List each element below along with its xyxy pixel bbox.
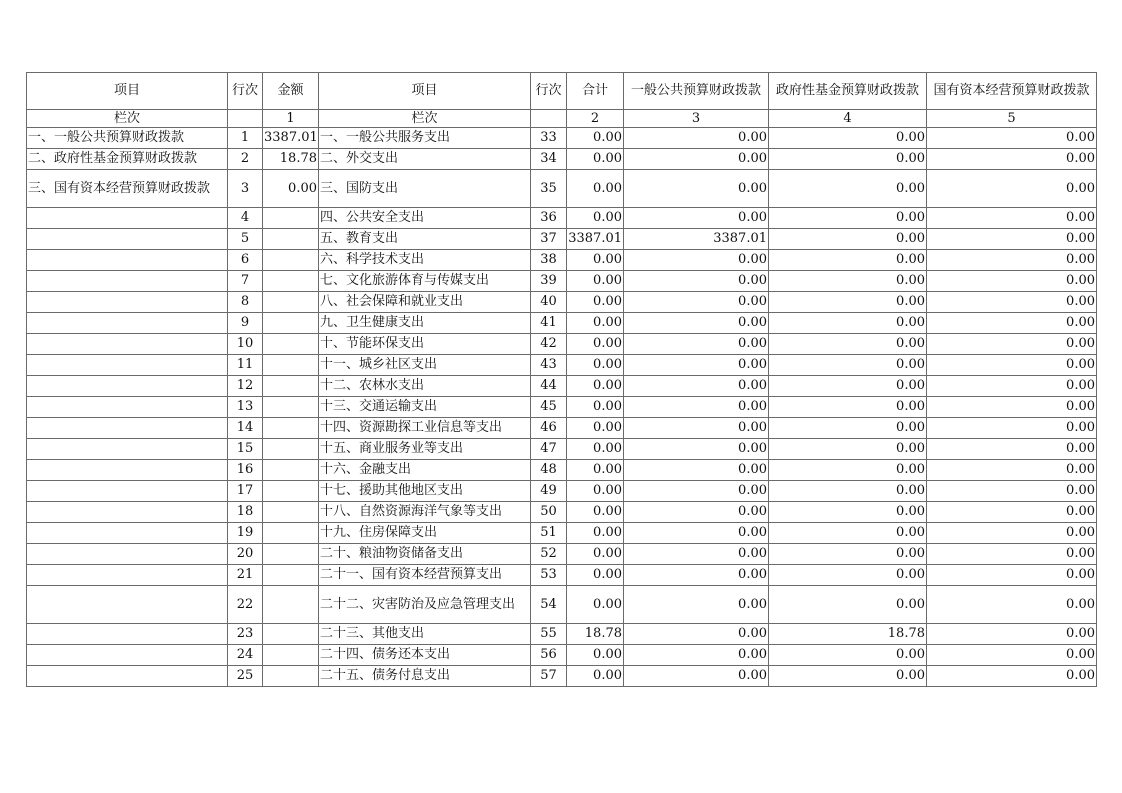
expense-item-cell: 三、国防支出 — [319, 170, 531, 208]
row-number-right-cell: 39 — [531, 271, 567, 292]
amount-cell — [263, 334, 319, 355]
amount-cell — [263, 229, 319, 250]
income-item-cell — [27, 334, 228, 355]
state-capital-cell: 0.00 — [927, 149, 1097, 170]
table-row — [27, 645, 1097, 666]
total-cell: 0.00 — [567, 565, 624, 586]
table-row — [27, 208, 1097, 229]
row-number-left-cell: 12 — [228, 376, 263, 397]
row-number-left-cell: 24 — [228, 645, 263, 666]
general-budget-cell: 0.00 — [624, 544, 769, 565]
general-budget-cell: 0.00 — [624, 271, 769, 292]
fund-budget-cell: 0.00 — [769, 481, 927, 502]
expense-item-cell: 十二、农林水支出 — [319, 376, 531, 397]
general-budget-cell: 0.00 — [624, 502, 769, 523]
fund-budget-cell: 0.00 — [769, 523, 927, 544]
expense-item-cell: 八、社会保障和就业支出 — [319, 292, 531, 313]
expense-item-cell: 十五、商业服务业等支出 — [319, 439, 531, 460]
general-budget-cell: 0.00 — [624, 666, 769, 687]
income-item-cell — [27, 645, 228, 666]
table-row — [27, 666, 1097, 687]
column-index-total: 2 — [567, 110, 624, 128]
header-amount: 金额 — [263, 73, 319, 110]
general-budget-cell: 0.00 — [624, 397, 769, 418]
amount-cell — [263, 645, 319, 666]
income-item-cell — [27, 481, 228, 502]
state-capital-cell: 0.00 — [927, 523, 1097, 544]
row-number-right-cell: 35 — [531, 170, 567, 208]
total-cell: 0.00 — [567, 523, 624, 544]
amount-cell — [263, 313, 319, 334]
general-budget-cell: 0.00 — [624, 376, 769, 397]
income-item-cell — [27, 565, 228, 586]
amount-cell — [263, 624, 319, 645]
income-item-cell — [27, 208, 228, 229]
expense-item-cell: 二十、粮油物资储备支出 — [319, 544, 531, 565]
general-budget-cell: 0.00 — [624, 523, 769, 544]
fund-budget-cell: 0.00 — [769, 229, 927, 250]
row-number-left-cell: 20 — [228, 544, 263, 565]
amount-cell: 3387.01 — [263, 128, 319, 149]
column-index-label-left: 栏次 — [27, 110, 228, 128]
total-cell: 18.78 — [567, 624, 624, 645]
state-capital-cell: 0.00 — [927, 565, 1097, 586]
column-index-label-right: 栏次 — [319, 110, 531, 128]
row-number-right-cell: 42 — [531, 334, 567, 355]
row-number-right-cell: 44 — [531, 376, 567, 397]
row-number-left-cell: 17 — [228, 481, 263, 502]
state-capital-cell: 0.00 — [927, 376, 1097, 397]
row-number-right-cell: 49 — [531, 481, 567, 502]
income-item-cell — [27, 229, 228, 250]
income-item-cell — [27, 355, 228, 376]
amount-cell — [263, 418, 319, 439]
column-index-state: 5 — [927, 110, 1097, 128]
column-index-fund: 4 — [769, 110, 927, 128]
income-item-cell — [27, 292, 228, 313]
total-cell: 0.00 — [567, 645, 624, 666]
row-number-right-cell: 57 — [531, 666, 567, 687]
table-row — [27, 313, 1097, 334]
column-index-general: 3 — [624, 110, 769, 128]
row-number-left-cell: 4 — [228, 208, 263, 229]
general-budget-cell: 0.00 — [624, 292, 769, 313]
row-number-right-cell: 38 — [531, 250, 567, 271]
state-capital-cell: 0.00 — [927, 586, 1097, 624]
fund-budget-cell: 0.00 — [769, 645, 927, 666]
state-capital-cell: 0.00 — [927, 292, 1097, 313]
fund-budget-cell: 0.00 — [769, 313, 927, 334]
row-number-left-cell: 15 — [228, 439, 263, 460]
income-item-cell — [27, 418, 228, 439]
table-row — [27, 250, 1097, 271]
income-item-cell — [27, 523, 228, 544]
total-cell: 0.00 — [567, 586, 624, 624]
expense-item-cell: 十七、援助其他地区支出 — [319, 481, 531, 502]
amount-cell — [263, 565, 319, 586]
row-number-right-cell: 54 — [531, 586, 567, 624]
table-row — [27, 502, 1097, 523]
row-number-right-cell: 53 — [531, 565, 567, 586]
fund-budget-cell: 0.00 — [769, 250, 927, 271]
expense-item-cell: 七、文化旅游体育与传媒支出 — [319, 271, 531, 292]
row-number-left-cell: 21 — [228, 565, 263, 586]
total-cell: 0.00 — [567, 334, 624, 355]
total-cell: 0.00 — [567, 376, 624, 397]
fund-budget-cell: 0.00 — [769, 418, 927, 439]
row-number-right-cell: 46 — [531, 418, 567, 439]
state-capital-cell: 0.00 — [927, 666, 1097, 687]
expense-item-cell: 二十一、国有资本经营预算支出 — [319, 565, 531, 586]
amount-cell — [263, 502, 319, 523]
fund-budget-cell: 0.00 — [769, 502, 927, 523]
row-number-left-cell: 18 — [228, 502, 263, 523]
row-number-right-cell: 56 — [531, 645, 567, 666]
row-number-right-cell: 51 — [531, 523, 567, 544]
expense-item-cell: 十、节能环保支出 — [319, 334, 531, 355]
table-row — [27, 271, 1097, 292]
general-budget-cell: 0.00 — [624, 170, 769, 208]
header-rownum-right: 行次 — [531, 73, 567, 110]
expense-item-cell: 十一、城乡社区支出 — [319, 355, 531, 376]
total-cell: 0.00 — [567, 313, 624, 334]
table-row — [27, 128, 1097, 149]
header-fund-budget: 政府性基金预算财政拨款 — [769, 73, 927, 110]
row-number-left-cell: 9 — [228, 313, 263, 334]
state-capital-cell: 0.00 — [927, 397, 1097, 418]
state-capital-cell: 0.00 — [927, 355, 1097, 376]
budget-sheet — [26, 72, 1097, 687]
row-number-left-cell: 16 — [228, 460, 263, 481]
table-row — [27, 544, 1097, 565]
state-capital-cell: 0.00 — [927, 208, 1097, 229]
total-cell: 0.00 — [567, 355, 624, 376]
expense-item-cell: 十三、交通运输支出 — [319, 397, 531, 418]
fund-budget-cell: 0.00 — [769, 397, 927, 418]
amount-cell — [263, 292, 319, 313]
table-row — [27, 334, 1097, 355]
header-general-budget: 一般公共预算财政拨款 — [624, 73, 769, 110]
expense-item-cell: 十九、住房保障支出 — [319, 523, 531, 544]
general-budget-cell: 0.00 — [624, 418, 769, 439]
state-capital-cell: 0.00 — [927, 624, 1097, 645]
amount-cell — [263, 355, 319, 376]
expense-item-cell: 四、公共安全支出 — [319, 208, 531, 229]
amount-cell: 0.00 — [263, 170, 319, 208]
income-item-cell: 二、政府性基金预算财政拨款 — [27, 149, 228, 170]
row-number-right-cell: 40 — [531, 292, 567, 313]
table-row — [27, 376, 1097, 397]
table-row — [27, 624, 1097, 645]
state-capital-cell: 0.00 — [927, 502, 1097, 523]
fund-budget-cell: 0.00 — [769, 170, 927, 208]
amount-cell — [263, 481, 319, 502]
expense-item-cell: 九、卫生健康支出 — [319, 313, 531, 334]
row-number-left-cell: 22 — [228, 586, 263, 624]
total-cell: 0.00 — [567, 666, 624, 687]
expense-item-cell: 二十二、灾害防治及应急管理支出 — [319, 586, 531, 624]
total-cell: 0.00 — [567, 460, 624, 481]
header-state-capital: 国有资本经营预算财政拨款 — [927, 73, 1097, 110]
table-row — [27, 418, 1097, 439]
total-cell: 0.00 — [567, 128, 624, 149]
fund-budget-cell: 0.00 — [769, 128, 927, 149]
expense-item-cell: 五、教育支出 — [319, 229, 531, 250]
amount-cell — [263, 523, 319, 544]
state-capital-cell: 0.00 — [927, 128, 1097, 149]
row-number-left-cell: 2 — [228, 149, 263, 170]
total-cell: 0.00 — [567, 502, 624, 523]
row-number-right-cell: 55 — [531, 624, 567, 645]
fund-budget-cell: 0.00 — [769, 149, 927, 170]
state-capital-cell: 0.00 — [927, 229, 1097, 250]
amount-cell — [263, 376, 319, 397]
income-item-cell — [27, 544, 228, 565]
table-row — [27, 565, 1097, 586]
total-cell: 0.00 — [567, 544, 624, 565]
amount-cell — [263, 460, 319, 481]
row-number-left-cell: 1 — [228, 128, 263, 149]
total-cell: 3387.01 — [567, 229, 624, 250]
amount-cell — [263, 544, 319, 565]
row-number-right-cell: 43 — [531, 355, 567, 376]
general-budget-cell: 0.00 — [624, 128, 769, 149]
row-number-right-cell: 34 — [531, 149, 567, 170]
total-cell: 0.00 — [567, 481, 624, 502]
total-cell: 0.00 — [567, 397, 624, 418]
income-item-cell — [27, 250, 228, 271]
expense-item-cell: 十四、资源勘探工业信息等支出 — [319, 418, 531, 439]
column-index-amount: 1 — [263, 110, 319, 128]
table-row — [27, 397, 1097, 418]
row-number-left-cell: 3 — [228, 170, 263, 208]
table-row — [27, 292, 1097, 313]
general-budget-cell: 0.00 — [624, 149, 769, 170]
general-budget-cell: 0.00 — [624, 250, 769, 271]
table-row — [27, 229, 1097, 250]
general-budget-cell: 3387.01 — [624, 229, 769, 250]
amount-cell — [263, 439, 319, 460]
row-number-right-cell: 50 — [531, 502, 567, 523]
header-row — [27, 73, 1097, 110]
total-cell: 0.00 — [567, 250, 624, 271]
general-budget-cell: 0.00 — [624, 313, 769, 334]
table-row — [27, 481, 1097, 502]
expense-item-cell: 六、科学技术支出 — [319, 250, 531, 271]
fund-budget-cell: 0.00 — [769, 544, 927, 565]
fund-budget-cell: 0.00 — [769, 334, 927, 355]
row-number-right-cell: 52 — [531, 544, 567, 565]
income-item-cell — [27, 460, 228, 481]
expense-item-cell: 十六、金融支出 — [319, 460, 531, 481]
row-number-right-cell: 37 — [531, 229, 567, 250]
state-capital-cell: 0.00 — [927, 271, 1097, 292]
row-number-left-cell: 25 — [228, 666, 263, 687]
fund-budget-cell: 0.00 — [769, 271, 927, 292]
state-capital-cell: 0.00 — [927, 481, 1097, 502]
fund-budget-cell: 0.00 — [769, 208, 927, 229]
row-number-left-cell: 10 — [228, 334, 263, 355]
row-number-left-cell: 6 — [228, 250, 263, 271]
state-capital-cell: 0.00 — [927, 544, 1097, 565]
row-number-right-cell: 41 — [531, 313, 567, 334]
total-cell: 0.00 — [567, 271, 624, 292]
state-capital-cell: 0.00 — [927, 645, 1097, 666]
general-budget-cell: 0.00 — [624, 481, 769, 502]
fund-budget-cell: 18.78 — [769, 624, 927, 645]
income-item-cell — [27, 666, 228, 687]
income-item-cell — [27, 502, 228, 523]
table-row — [27, 460, 1097, 481]
header-total: 合计 — [567, 73, 624, 110]
total-cell: 0.00 — [567, 149, 624, 170]
total-cell: 0.00 — [567, 292, 624, 313]
income-item-cell — [27, 376, 228, 397]
amount-cell — [263, 397, 319, 418]
income-item-cell: 一、一般公共预算财政拨款 — [27, 128, 228, 149]
table-row — [27, 149, 1097, 170]
fund-budget-cell: 0.00 — [769, 586, 927, 624]
income-item-cell — [27, 586, 228, 624]
general-budget-cell: 0.00 — [624, 355, 769, 376]
income-item-cell — [27, 624, 228, 645]
column-index-blank — [531, 110, 567, 128]
state-capital-cell: 0.00 — [927, 250, 1097, 271]
fund-budget-cell: 0.00 — [769, 565, 927, 586]
income-item-cell — [27, 439, 228, 460]
expense-item-cell: 二、外交支出 — [319, 149, 531, 170]
general-budget-cell: 0.00 — [624, 334, 769, 355]
row-number-left-cell: 11 — [228, 355, 263, 376]
column-index-row — [27, 110, 1097, 128]
amount-cell — [263, 271, 319, 292]
row-number-right-cell: 36 — [531, 208, 567, 229]
state-capital-cell: 0.00 — [927, 439, 1097, 460]
income-item-cell: 三、国有资本经营预算财政拨款 — [27, 170, 228, 208]
state-capital-cell: 0.00 — [927, 418, 1097, 439]
fund-budget-cell: 0.00 — [769, 666, 927, 687]
table-row — [27, 586, 1097, 624]
column-index-blank — [228, 110, 263, 128]
general-budget-cell: 0.00 — [624, 645, 769, 666]
general-budget-cell: 0.00 — [624, 439, 769, 460]
total-cell: 0.00 — [567, 208, 624, 229]
general-budget-cell: 0.00 — [624, 208, 769, 229]
fund-budget-cell: 0.00 — [769, 439, 927, 460]
amount-cell — [263, 250, 319, 271]
expense-item-cell: 二十三、其他支出 — [319, 624, 531, 645]
total-cell: 0.00 — [567, 439, 624, 460]
header-item-right: 项目 — [319, 73, 531, 110]
row-number-left-cell: 14 — [228, 418, 263, 439]
general-budget-cell: 0.00 — [624, 586, 769, 624]
amount-cell — [263, 666, 319, 687]
general-budget-cell: 0.00 — [624, 460, 769, 481]
row-number-left-cell: 7 — [228, 271, 263, 292]
row-number-right-cell: 45 — [531, 397, 567, 418]
income-item-cell — [27, 397, 228, 418]
row-number-left-cell: 8 — [228, 292, 263, 313]
row-number-left-cell: 19 — [228, 523, 263, 544]
general-budget-cell: 0.00 — [624, 624, 769, 645]
total-cell: 0.00 — [567, 418, 624, 439]
amount-cell — [263, 586, 319, 624]
header-item-left: 项目 — [27, 73, 228, 110]
expense-item-cell: 一、一般公共服务支出 — [319, 128, 531, 149]
row-number-right-cell: 48 — [531, 460, 567, 481]
amount-cell: 18.78 — [263, 149, 319, 170]
state-capital-cell: 0.00 — [927, 334, 1097, 355]
fund-budget-cell: 0.00 — [769, 376, 927, 397]
budget-table — [26, 72, 1097, 687]
expense-item-cell: 二十五、债务付息支出 — [319, 666, 531, 687]
expense-item-cell: 十八、自然资源海洋气象等支出 — [319, 502, 531, 523]
expense-item-cell: 二十四、债务还本支出 — [319, 645, 531, 666]
state-capital-cell: 0.00 — [927, 170, 1097, 208]
fund-budget-cell: 0.00 — [769, 292, 927, 313]
table-row — [27, 439, 1097, 460]
state-capital-cell: 0.00 — [927, 460, 1097, 481]
row-number-left-cell: 13 — [228, 397, 263, 418]
fund-budget-cell: 0.00 — [769, 460, 927, 481]
row-number-right-cell: 33 — [531, 128, 567, 149]
fund-budget-cell: 0.00 — [769, 355, 927, 376]
header-rownum-left: 行次 — [228, 73, 263, 110]
row-number-left-cell: 5 — [228, 229, 263, 250]
state-capital-cell: 0.00 — [927, 313, 1097, 334]
table-row — [27, 170, 1097, 208]
total-cell: 0.00 — [567, 170, 624, 208]
income-item-cell — [27, 313, 228, 334]
row-number-right-cell: 47 — [531, 439, 567, 460]
general-budget-cell: 0.00 — [624, 565, 769, 586]
amount-cell — [263, 208, 319, 229]
table-row — [27, 355, 1097, 376]
table-row — [27, 523, 1097, 544]
row-number-left-cell: 23 — [228, 624, 263, 645]
income-item-cell — [27, 271, 228, 292]
